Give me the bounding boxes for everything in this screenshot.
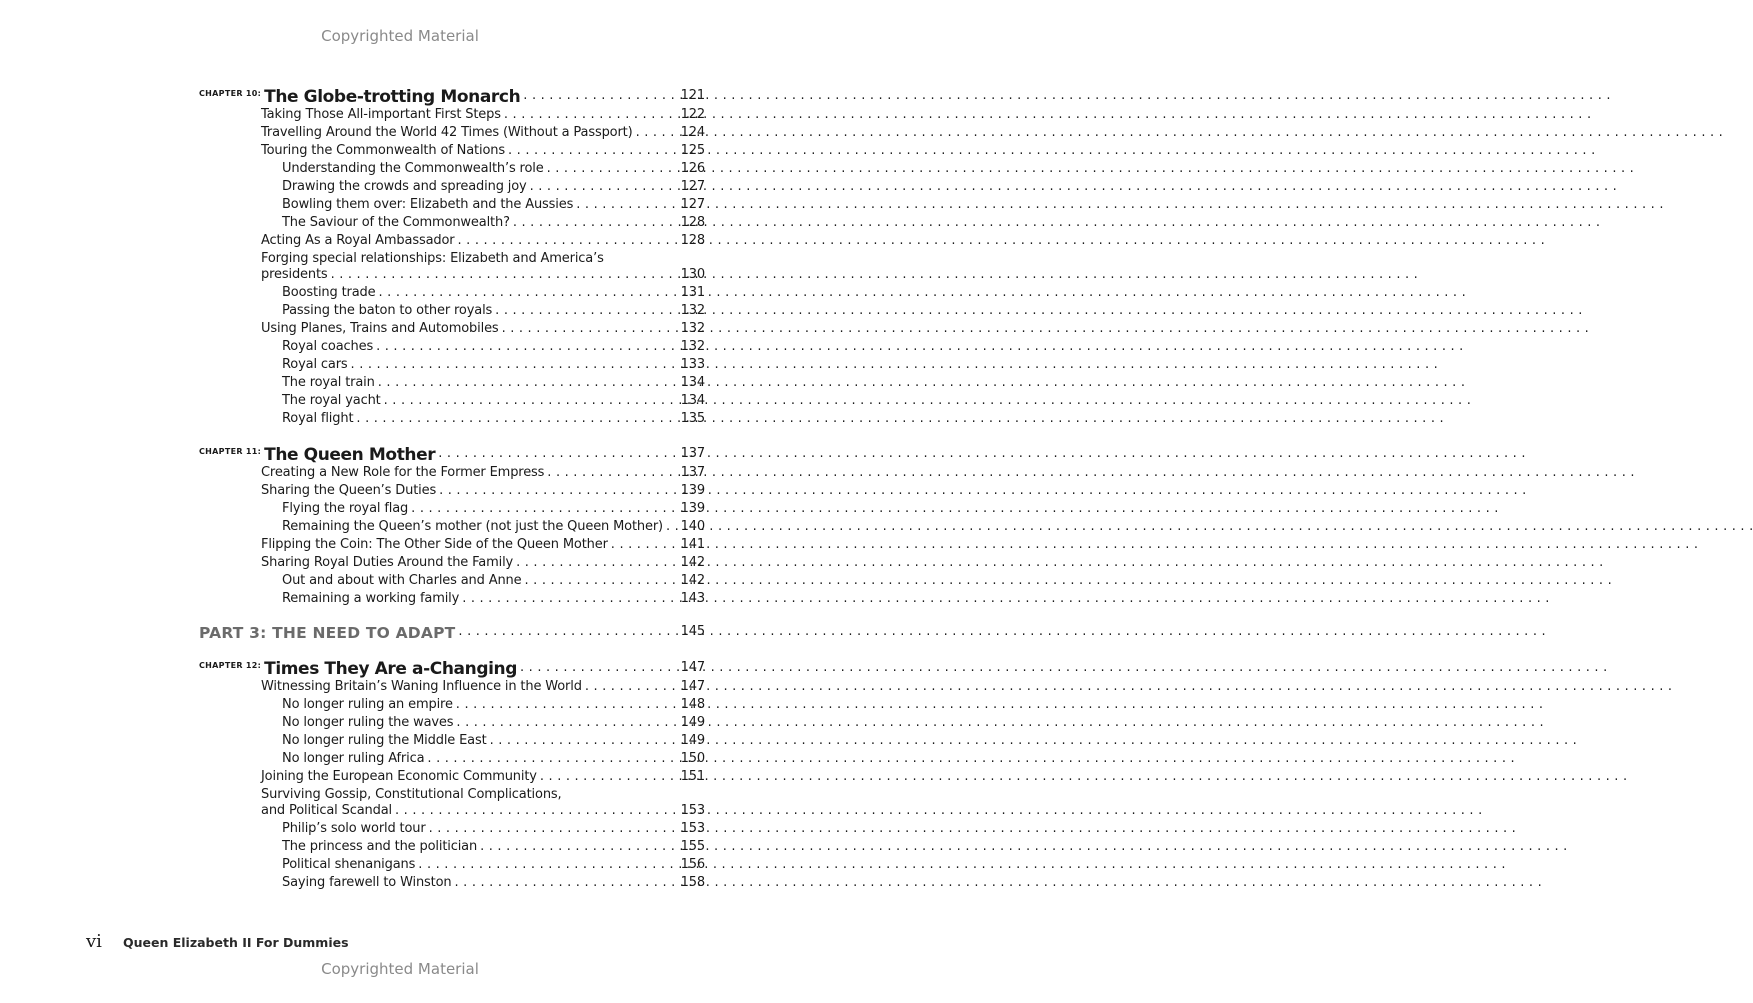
toc-entry-title: and Political Scandal: [261, 803, 392, 818]
dot-leader: [456, 714, 678, 732]
toc-entry-title: Passing the baton to other royals: [282, 303, 493, 318]
toc-page-number: 132: [680, 303, 705, 318]
dot-leader: [547, 464, 678, 482]
toc-subsection-entry: [282, 500, 705, 518]
toc-section-entry: [261, 768, 705, 786]
dot-leader: [462, 590, 678, 608]
toc-page-number: 150: [680, 751, 705, 766]
toc-entry-title-line1: Forging special relationships: Elizabeth and America’s: [261, 251, 604, 266]
toc-page-number: 127: [680, 179, 705, 194]
toc-entry-title: Royal cars: [282, 357, 348, 372]
toc-chapter-heading: [199, 655, 705, 680]
toc-page-number: 139: [680, 501, 705, 516]
dot-leader: [439, 482, 679, 500]
dot-leader: [547, 160, 679, 178]
toc-entry-title: Philip’s solo world tour: [282, 821, 426, 836]
toc-entry-title: Remaining a working family: [282, 591, 460, 606]
dot-leader: [540, 768, 679, 786]
toc-entry-title: Taking Those All-important First Steps: [261, 107, 501, 122]
toc-subsection-entry: [282, 732, 705, 750]
dot-leader: [411, 500, 678, 518]
toc-entry-title: Sharing the Queen’s Duties: [261, 483, 437, 498]
dot-leader: [356, 410, 678, 428]
toc-subsection-entry: [282, 196, 705, 214]
toc-subsection-entry: [282, 518, 705, 536]
toc-section-entry: [261, 554, 705, 572]
toc-entry-title: Using Planes, Trains and Automobiles: [261, 321, 499, 336]
dot-leader: [456, 696, 679, 714]
toc-section-entry: [261, 320, 705, 338]
toc-entry-title: No longer ruling the Middle East: [282, 733, 487, 748]
toc-page-number: 147: [680, 660, 705, 675]
toc-entry-title: Royal coaches: [282, 339, 374, 354]
dot-leader: [504, 106, 679, 124]
toc-page-number: 127: [680, 197, 705, 212]
toc-entry-title: Touring the Commonwealth of Nations: [261, 143, 505, 158]
toc-entry-title: PART 3: THE NEED TO ADAPT: [199, 624, 456, 642]
toc-entry-title: Royal flight: [282, 411, 354, 426]
toc-subsection-entry: [282, 590, 705, 608]
toc-page-number: 126: [680, 161, 705, 176]
running-footer-title: Queen Elizabeth II For Dummies: [123, 935, 349, 950]
toc-page-number: 135: [680, 411, 705, 426]
toc-section-entry: [261, 787, 705, 820]
dot-leader: [429, 820, 679, 838]
toc-page-number: 125: [680, 143, 705, 158]
dot-leader: [458, 621, 678, 644]
dot-leader: [525, 572, 679, 590]
dot-leader: [523, 85, 678, 108]
chapter-label: CHAPTER 10:: [199, 89, 262, 98]
dot-leader: [513, 214, 679, 232]
toc-subsection-entry: [282, 284, 705, 302]
toc-entry-title: Travelling Around the World 42 Times (Without a Passport): [261, 125, 633, 140]
toc-entry-title: Saying farewell to Winston: [282, 875, 452, 890]
toc-subsection-entry: [282, 750, 705, 768]
toc-entry-title: Remaining the Queen’s mother (not just the Queen Mother): [282, 519, 663, 534]
toc-entry-title: No longer ruling an empire: [282, 697, 453, 712]
dot-leader: [427, 750, 678, 768]
toc-page-number: 141: [680, 537, 705, 552]
toc-page-number: 134: [680, 393, 705, 408]
toc-page-number: 143: [680, 591, 705, 606]
toc-page-number: 153: [680, 821, 705, 836]
toc-entry-title: The princess and the politician: [282, 839, 478, 854]
page-number: vi: [86, 931, 102, 952]
dot-leader: [331, 266, 679, 284]
toc-page-number: 134: [680, 375, 705, 390]
toc-page-number: 155: [680, 839, 705, 854]
toc-section-entry: [261, 464, 705, 482]
dot-leader: [378, 374, 679, 392]
toc-page-number: 153: [680, 803, 705, 818]
toc-page-number: 137: [680, 446, 705, 461]
toc-page-number: 122: [680, 107, 705, 122]
toc-section-entry: [261, 536, 705, 554]
toc-page-number: 158: [680, 875, 705, 890]
toc-page-number: 151: [680, 769, 705, 784]
toc-section-entry: [261, 142, 705, 160]
toc-page-number: 142: [680, 573, 705, 588]
dot-leader: [516, 554, 679, 572]
toc-page-number: 131: [680, 285, 705, 300]
toc-page-number: 148: [680, 697, 705, 712]
dot-leader: [666, 518, 679, 536]
toc-entry-title: Times They Are a-Changing: [264, 659, 517, 679]
dot-leader: [530, 178, 679, 196]
toc-subsection-entry: [282, 572, 705, 590]
toc-entry-title: Creating a New Role for the Former Empress: [261, 465, 545, 480]
toc-subsection-entry: [282, 356, 705, 374]
dot-leader: [636, 124, 679, 142]
dot-leader: [508, 142, 679, 160]
toc-page-number: 133: [680, 357, 705, 372]
toc-entry-title: Bowling them over: Elizabeth and the Aussies: [282, 197, 574, 212]
toc-subsection-entry: [282, 214, 705, 232]
copyright-watermark-bottom: Copyrighted Material: [321, 960, 479, 978]
toc-entry-title: presidents: [261, 267, 328, 282]
toc-page-number: 149: [680, 715, 705, 730]
toc-page-number: 149: [680, 733, 705, 748]
dot-leader: [395, 802, 679, 820]
toc-entry-title: Political shenanigans: [282, 857, 416, 872]
toc-entry-title: No longer ruling Africa: [282, 751, 425, 766]
toc-subsection-entry: [282, 302, 705, 320]
toc-entry-title: No longer ruling the waves: [282, 715, 454, 730]
toc-entry-title: Flipping the Coin: The Other Side of the Queen Mother: [261, 537, 608, 552]
toc-entry-title: The Globe-trotting Monarch: [264, 87, 521, 107]
toc-entry-title: Joining the European Economic Community: [261, 769, 537, 784]
dot-leader: [585, 678, 679, 696]
toc-page-number: 124: [680, 125, 705, 140]
toc-entry-title: Witnessing Britain’s Waning Influence in the World: [261, 679, 582, 694]
toc-subsection-entry: [282, 374, 705, 392]
toc-subsection-entry: [282, 696, 705, 714]
toc-entry-title: The royal train: [282, 375, 375, 390]
toc-page-number: 132: [680, 339, 705, 354]
toc-entry-title: The Saviour of the Commonwealth?: [282, 215, 510, 230]
toc-entry-title: The royal yacht: [282, 393, 381, 408]
dot-leader: [458, 232, 679, 250]
toc-subsection-entry: [282, 410, 705, 428]
dot-leader: [611, 536, 679, 554]
toc-section-entry: [261, 232, 705, 250]
chapter-label: CHAPTER 12:: [199, 661, 262, 670]
toc-page-number: 142: [680, 555, 705, 570]
dot-leader: [520, 657, 679, 680]
dot-leader: [576, 196, 678, 214]
toc-entry-title: The Queen Mother: [264, 445, 436, 465]
toc-page-number: 128: [680, 215, 705, 230]
toc-subsection-entry: [282, 178, 705, 196]
toc-entry-title: Understanding the Commonwealth’s role: [282, 161, 544, 176]
toc-page-number: 128: [680, 233, 705, 248]
toc-page-number: 137: [680, 465, 705, 480]
toc-page-number: 121: [680, 88, 705, 103]
toc-page-number: 139: [680, 483, 705, 498]
toc-entry-title: Out and about with Charles and Anne: [282, 573, 522, 588]
copyright-watermark-top: Copyrighted Material: [321, 27, 479, 45]
toc-subsection-entry: [282, 338, 705, 356]
dot-leader: [502, 320, 679, 338]
toc-subsection-entry: [282, 392, 705, 410]
toc-entry-title: Acting As a Royal Ambassador: [261, 233, 455, 248]
toc-subsection-entry: [282, 160, 705, 178]
dot-leader: [379, 284, 679, 302]
toc-page-number: 145: [680, 624, 705, 639]
dot-leader: [418, 856, 678, 874]
toc-entry-title: Flying the royal flag: [282, 501, 409, 516]
toc-subsection-entry: [282, 714, 705, 732]
toc-section-entry: [261, 482, 705, 500]
toc-chapter-heading: [199, 441, 705, 466]
toc-subsection-entry: [282, 856, 705, 874]
dot-leader: [384, 392, 679, 410]
dot-leader: [480, 838, 679, 856]
toc-page-number: 156: [680, 857, 705, 872]
toc-subsection-entry: [282, 838, 705, 856]
dot-leader: [455, 874, 679, 892]
dot-leader: [376, 338, 679, 356]
toc-page-number: 132: [680, 321, 705, 336]
toc-part-heading: [199, 621, 705, 644]
toc-page-number: 130: [680, 267, 705, 282]
toc-entry-title: Sharing Royal Duties Around the Family: [261, 555, 514, 570]
dot-leader: [490, 732, 679, 750]
dot-leader: [495, 302, 678, 320]
toc-chapter-heading: [199, 83, 705, 108]
toc-section-entry: [261, 678, 705, 696]
dot-leader: [351, 356, 679, 374]
toc-page-number: 140: [680, 519, 705, 534]
toc-page-number: 147: [680, 679, 705, 694]
toc-subsection-entry: [261, 251, 705, 284]
toc-entry-title: Drawing the crowds and spreading joy: [282, 179, 527, 194]
toc-subsection-entry: [282, 874, 705, 892]
toc-subsection-entry: [282, 820, 705, 838]
toc-entry-title: Boosting trade: [282, 285, 376, 300]
dot-leader: [438, 443, 678, 466]
chapter-label: CHAPTER 11:: [199, 447, 262, 456]
toc-section-entry: [261, 106, 705, 124]
toc-section-entry: [261, 124, 705, 142]
toc-entry-title-line1: Surviving Gossip, Constitutional Complications,: [261, 787, 562, 802]
